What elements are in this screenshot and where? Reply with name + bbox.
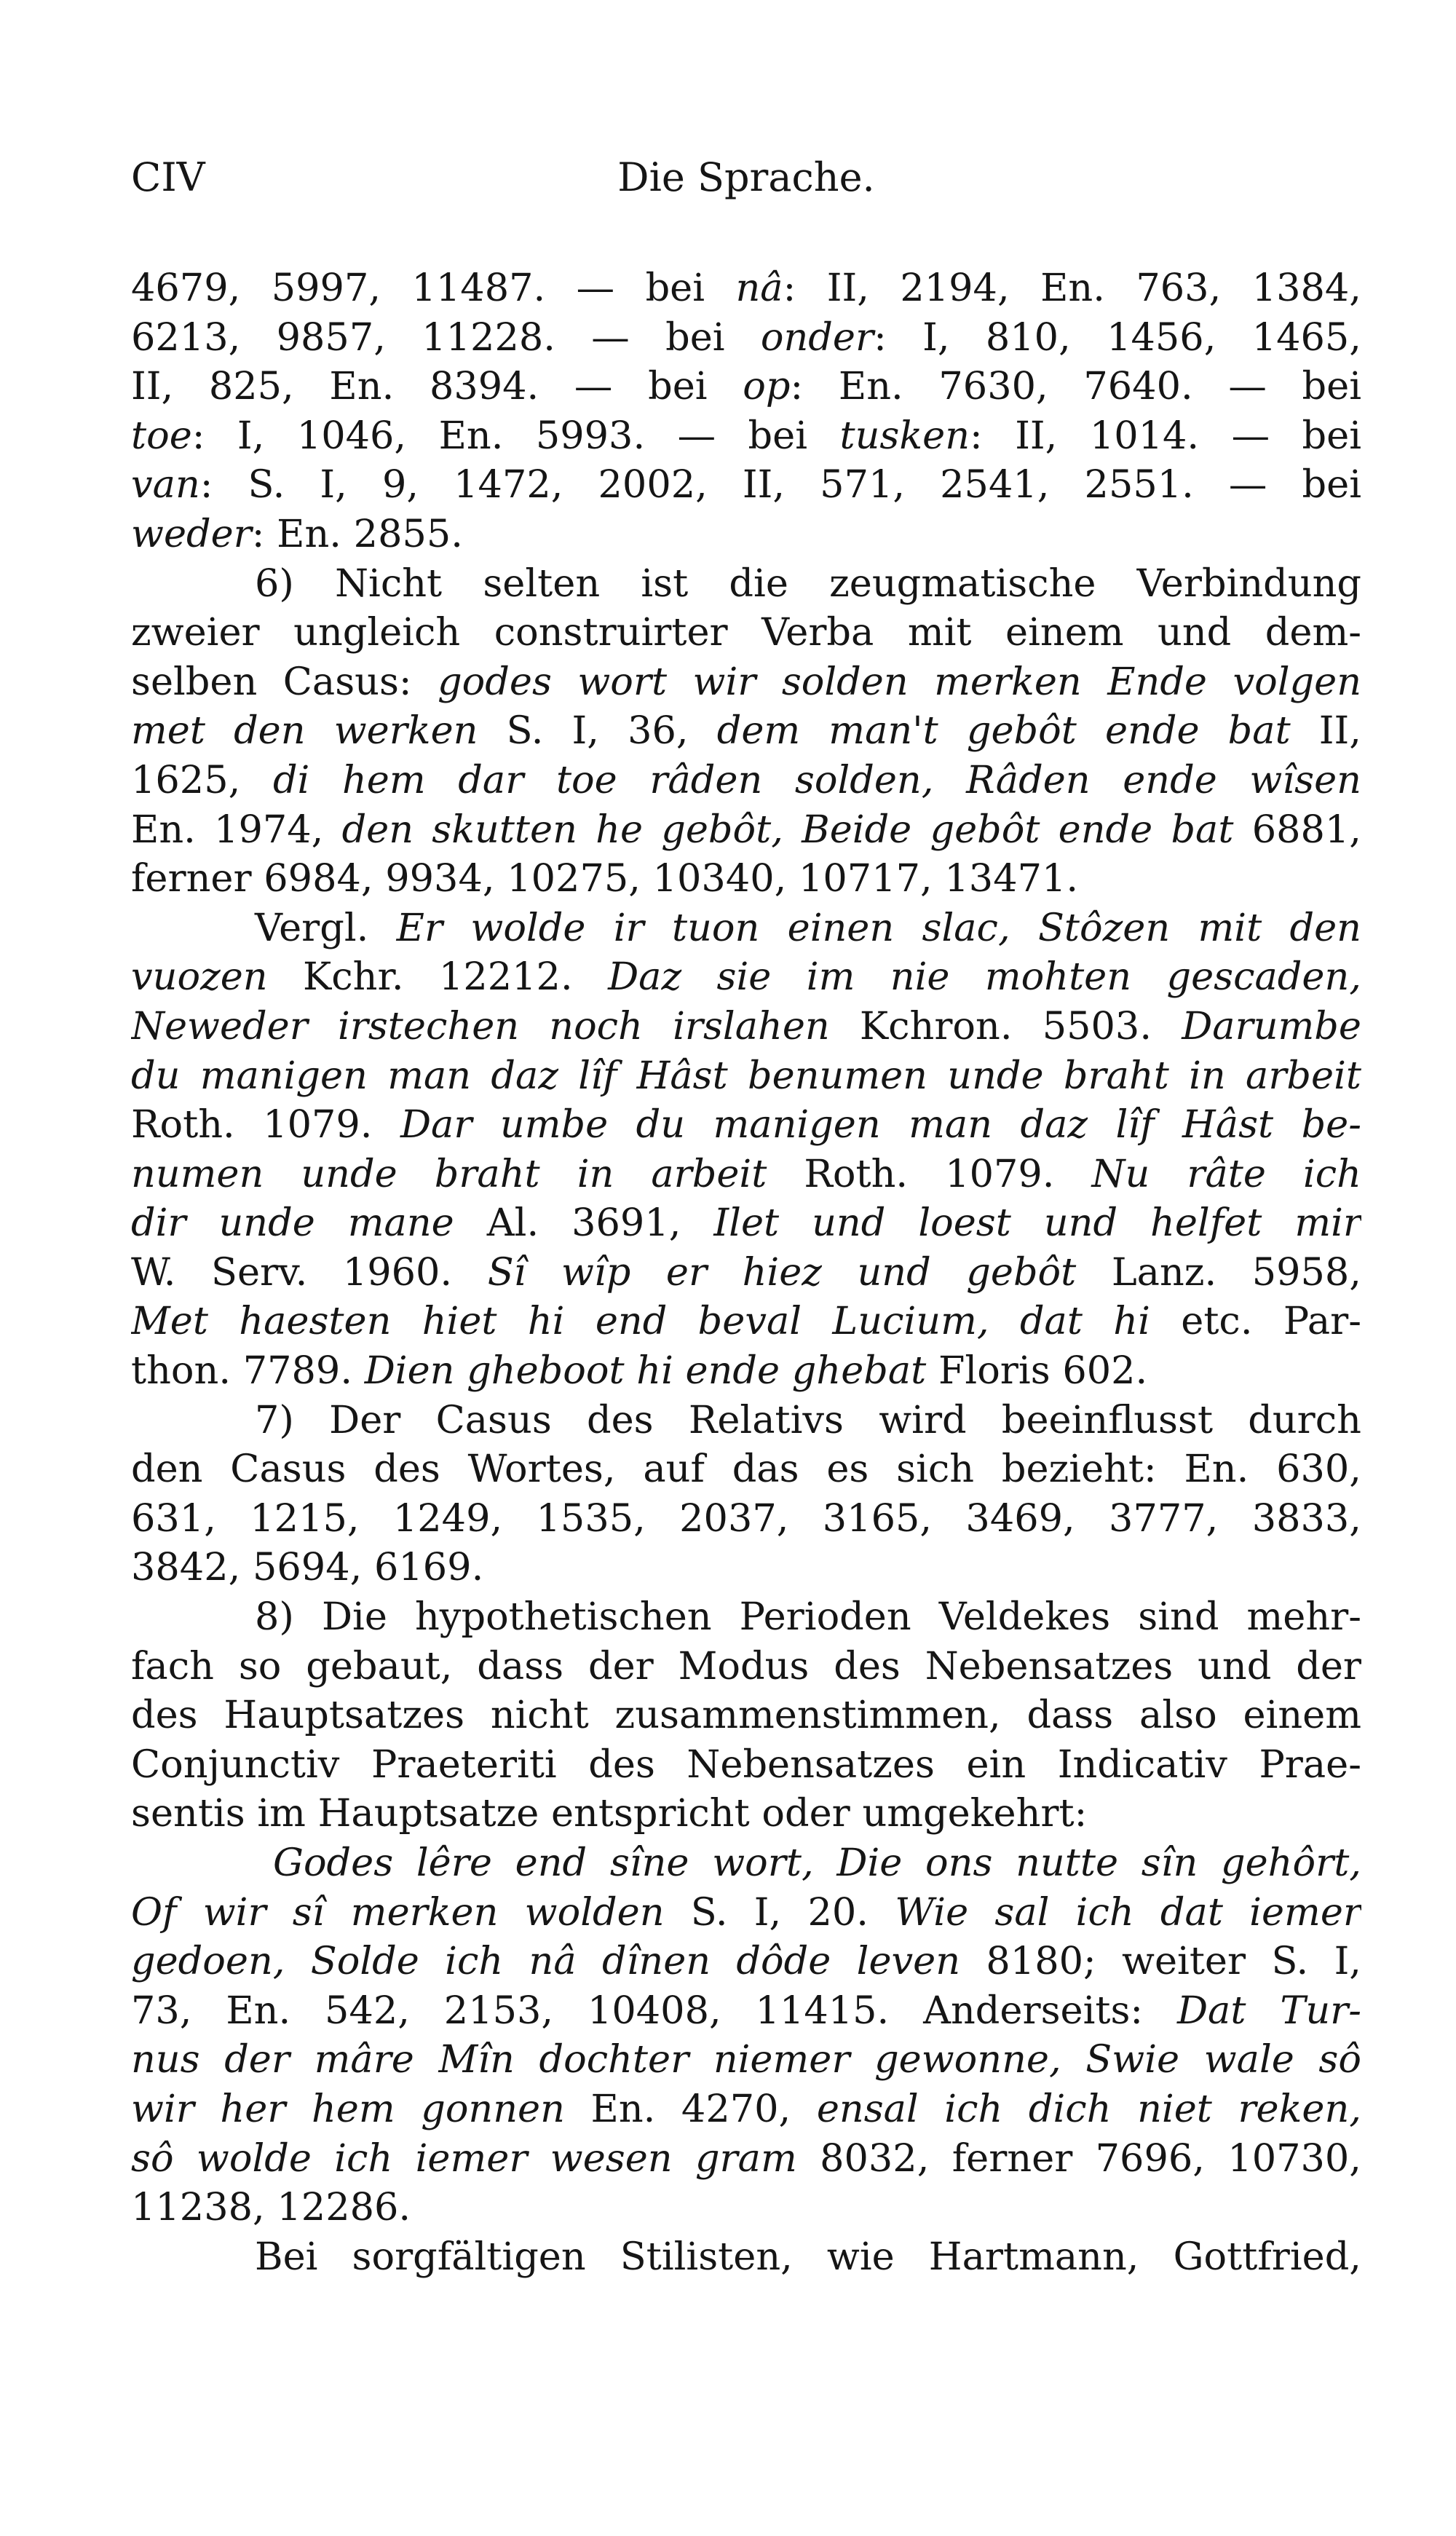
text-line: sô wolde ich iemer wesen gram 8032, ferner 7696, 10730, bbox=[131, 2136, 1361, 2181]
text-line: zweier ungleich construirter Verba mit einem und dem- bbox=[131, 610, 1361, 655]
vergl-paragraph-start: Vergl. Er wolde ir tuon einen slac, Stôzen mit den bbox=[255, 905, 1361, 950]
quotation-start: Godes lêre end sîne wort, Die ons nutte sîn gehôrt, bbox=[273, 1841, 1361, 1885]
text-line: II, 825, En. 8394. — bei op: En. 7630, 7640. — bei bbox=[131, 364, 1361, 409]
text-line: met den werken S. I, 36, dem man't gebôt ende bat II, bbox=[131, 708, 1361, 754]
text-line: toe: I, 1046, En. 5993. — bei tusken: II, 1014. — bei bbox=[131, 413, 1361, 458]
text-line: selben Casus: godes wort wir solden merken Ende volgen bbox=[131, 659, 1361, 704]
text-line: wir her hem gonnen En. 4270, ensal ich dich niet reken, bbox=[131, 2086, 1361, 2131]
text-line: 4679, 5997, 11487. — bei nâ: II, 2194, En. 763, 1384, bbox=[131, 266, 1361, 310]
text-line: Neweder irstechen noch irslahen Kchron. 5503. Darumbe bbox=[131, 1003, 1361, 1048]
page-header bbox=[131, 154, 1361, 205]
text-line: 73, En. 542, 2153, 10408, 11415. Anderseits: Dat Tur- bbox=[131, 1988, 1361, 2033]
text-line: 3842, 5694, 6169. bbox=[131, 1545, 484, 1590]
paragraph-7-start: 7) Der Casus des Relativs wird beeinflusst durch bbox=[255, 1397, 1361, 1442]
text-line: des Hauptsatzes nicht zusammenstimmen, dass also einem bbox=[131, 1693, 1361, 1738]
page-body bbox=[131, 264, 1361, 2281]
text-line: nus der mâre Mîn dochter niemer gewonne, Swie wale sô bbox=[131, 2037, 1361, 2082]
text-line: En. 1974, den skutten he gebôt, Beide gebôt ende bat 6881, bbox=[131, 807, 1361, 852]
paragraph-8-start: 8) Die hypothetischen Perioden Veldekes sind mehr- bbox=[255, 1595, 1361, 1640]
text-line: weder: En. 2855. bbox=[131, 511, 463, 556]
text-line: 11238, 12286. bbox=[131, 2185, 411, 2230]
text-line: Met haesten hiet hi end beval Lucium, dat hi etc. Par- bbox=[131, 1299, 1361, 1344]
text-line: van: S. I, 9, 1472, 2002, II, 571, 2541, 2551. — bei bbox=[131, 462, 1361, 507]
text-line: 6213, 9857, 11228. — bei onder: I, 810, 1456, 1465, bbox=[131, 315, 1361, 360]
running-title: Die Sprache. bbox=[617, 154, 875, 200]
text-line: ferner 6984, 9934, 10275, 10340, 10717, 13471. bbox=[131, 856, 1079, 901]
text-line: 1625, di hem dar toe râden solden, Râden ende wîsen bbox=[131, 757, 1361, 802]
text-line: 631, 1215, 1249, 1535, 2037, 3165, 3469, 3777, 3833, bbox=[131, 1496, 1361, 1541]
text-line: sentis im Hauptsatze entspricht oder umgekehrt: bbox=[131, 1791, 1088, 1836]
paragraph-6-start: 6) Nicht selten ist die zeugmatische Verbindung bbox=[255, 561, 1361, 606]
text-line: du manigen man daz lîf Hâst benumen unde braht in arbeit bbox=[131, 1053, 1361, 1098]
text-line: den Casus des Wortes, auf das es sich bezieht: En. 630, bbox=[131, 1447, 1361, 1492]
text-line: fach so gebaut, dass der Modus des Nebensatzes und der bbox=[131, 1643, 1361, 1688]
final-paragraph-start: Bei sorgfältigen Stilisten, wie Hartmann, Gottfried, bbox=[255, 2234, 1361, 2279]
text-line: W. Serv. 1960. Sî wîp er hiez und gebôt Lanz. 5958, bbox=[131, 1249, 1361, 1295]
text-line: Of wir sî merken wolden S. I, 20. Wie sal ich dat iemer bbox=[131, 1889, 1361, 1935]
page-number: CIV bbox=[131, 154, 205, 200]
text-line: numen unde braht in arbeit Roth. 1079. Nu râte ich bbox=[131, 1151, 1361, 1196]
text-line: gedoen, Solde ich nâ dînen dôde leven 8180; weiter S. I, bbox=[131, 1939, 1361, 1984]
text-line: vuozen Kchr. 12212. Daz sie im nie mohten gescaden, bbox=[131, 955, 1361, 1000]
text-line: Roth. 1079. Dar umbe du manigen man daz lîf Hâst be- bbox=[131, 1102, 1361, 1147]
text-line: dir unde mane Al. 3691, Ilet und loest und helfet mir bbox=[131, 1201, 1361, 1246]
text-line: Conjunctiv Praeteriti des Nebensatzes ein Indicativ Prae- bbox=[131, 1742, 1361, 1787]
text-line: thon. 7789. Dien gheboot hi ende ghebat Floris 602. bbox=[131, 1348, 1148, 1394]
